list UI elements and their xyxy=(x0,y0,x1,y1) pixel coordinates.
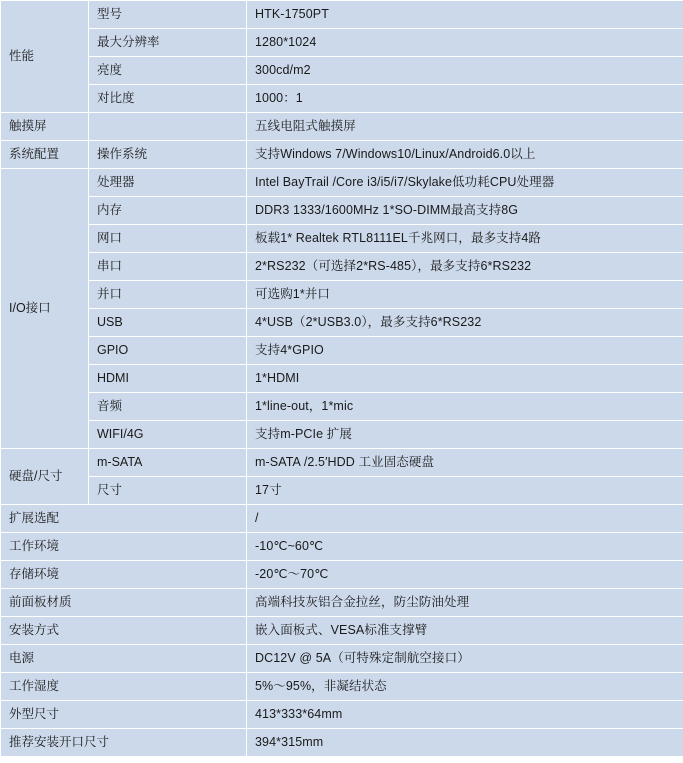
row-label: 处理器 xyxy=(89,169,247,197)
table-row xyxy=(1,729,683,757)
row-value: 板载1* Realtek RTL8111EL千兆网口，最多支持4路 xyxy=(247,225,683,253)
row-group-label: 存储环境 xyxy=(1,561,247,589)
row-value: 支持m-PCIe 扩展 xyxy=(247,421,683,449)
row-label: m-SATA xyxy=(89,449,247,477)
row-value: 413*333*64mm xyxy=(247,701,683,729)
table-row xyxy=(1,533,683,561)
row-value: 高端科技灰铝合金拉丝，防尘防油处理 xyxy=(247,589,683,617)
row-value: / xyxy=(247,505,683,533)
row-value: 嵌入面板式、VESA标准支撑臂 xyxy=(247,617,683,645)
table-row xyxy=(1,421,683,449)
row-value: 1280*1024 xyxy=(247,29,683,57)
row-value: 1000：1 xyxy=(247,85,683,113)
table-row xyxy=(1,253,683,281)
table-row xyxy=(1,645,683,673)
row-value: 1*line-out，1*mic xyxy=(247,393,683,421)
row-group-label: 性能 xyxy=(1,1,89,113)
table-row xyxy=(1,309,683,337)
table-row xyxy=(1,617,683,645)
row-label: GPIO xyxy=(89,337,247,365)
row-label: 型号 xyxy=(89,1,247,29)
row-label: WIFI/4G xyxy=(89,421,247,449)
row-label: 亮度 xyxy=(89,57,247,85)
row-label: 串口 xyxy=(89,253,247,281)
row-label xyxy=(89,113,247,141)
table-body xyxy=(1,1,683,757)
row-value: 1*HDMI xyxy=(247,365,683,393)
table-row xyxy=(1,113,683,141)
table-row xyxy=(1,225,683,253)
row-label: 尺寸 xyxy=(89,477,247,505)
row-value: 394*315mm xyxy=(247,729,683,757)
table-row xyxy=(1,141,683,169)
row-value: m-SATA /2.5′HDD 工业固态硬盘 xyxy=(247,449,683,477)
row-label: 最大分辨率 xyxy=(89,29,247,57)
table-row xyxy=(1,197,683,225)
row-label: 内存 xyxy=(89,197,247,225)
row-label: HDMI xyxy=(89,365,247,393)
row-group-label: 工作湿度 xyxy=(1,673,247,701)
row-value: 五线电阻式触摸屏 xyxy=(247,113,683,141)
table-row xyxy=(1,673,683,701)
row-value: 可选购1*并口 xyxy=(247,281,683,309)
row-value: HTK-1750PT xyxy=(247,1,683,29)
row-group-label: 安装方式 xyxy=(1,617,247,645)
row-group-label: 外型尺寸 xyxy=(1,701,247,729)
table-row xyxy=(1,505,683,533)
table-row xyxy=(1,365,683,393)
row-value: 5%～95%，非凝结状态 xyxy=(247,673,683,701)
row-label: 对比度 xyxy=(89,85,247,113)
row-value: 支持Windows 7/Windows10/Linux/Android6.0以上 xyxy=(247,141,683,169)
row-value: DDR3 1333/1600MHz 1*SO-DIMM最高支持8G xyxy=(247,197,683,225)
table-row xyxy=(1,337,683,365)
row-group-label: 工作环境 xyxy=(1,533,247,561)
row-group-label: 前面板材质 xyxy=(1,589,247,617)
row-group-label: 推荐安装开口尺寸 xyxy=(1,729,247,757)
row-group-label: 系统配置 xyxy=(1,141,89,169)
row-value: 17寸 xyxy=(247,477,683,505)
table-row xyxy=(1,589,683,617)
row-value: DC12V @ 5A（可特殊定制航空接口） xyxy=(247,645,683,673)
table-row xyxy=(1,1,683,29)
table-row xyxy=(1,281,683,309)
row-group-label: 电源 xyxy=(1,645,247,673)
row-value: 4*USB（2*USB3.0），最多支持6*RS232 xyxy=(247,309,683,337)
row-group-label: 扩展选配 xyxy=(1,505,247,533)
table-row xyxy=(1,57,683,85)
row-value: 300cd/m2 xyxy=(247,57,683,85)
row-value: -10℃~60℃ xyxy=(247,533,683,561)
row-value: -20℃～70℃ xyxy=(247,561,683,589)
table-row xyxy=(1,561,683,589)
row-group-label: I/O接口 xyxy=(1,169,89,449)
table-row xyxy=(1,449,683,477)
row-label: 网口 xyxy=(89,225,247,253)
table-row xyxy=(1,169,683,197)
row-value: Intel BayTrail /Core i3/i5/i7/Skylake低功耗CPU处理器 xyxy=(247,169,683,197)
row-label: 音频 xyxy=(89,393,247,421)
table-row xyxy=(1,393,683,421)
table-row xyxy=(1,477,683,505)
row-group-label: 硬盘/尺寸 xyxy=(1,449,89,505)
row-value: 2*RS232（可选择2*RS-485），最多支持6*RS232 xyxy=(247,253,683,281)
row-label: 操作系统 xyxy=(89,141,247,169)
row-value: 支持4*GPIO xyxy=(247,337,683,365)
row-group-label: 触摸屏 xyxy=(1,113,89,141)
table-row xyxy=(1,85,683,113)
table-row xyxy=(1,29,683,57)
table-row xyxy=(1,701,683,729)
row-label: 并口 xyxy=(89,281,247,309)
row-label: USB xyxy=(89,309,247,337)
